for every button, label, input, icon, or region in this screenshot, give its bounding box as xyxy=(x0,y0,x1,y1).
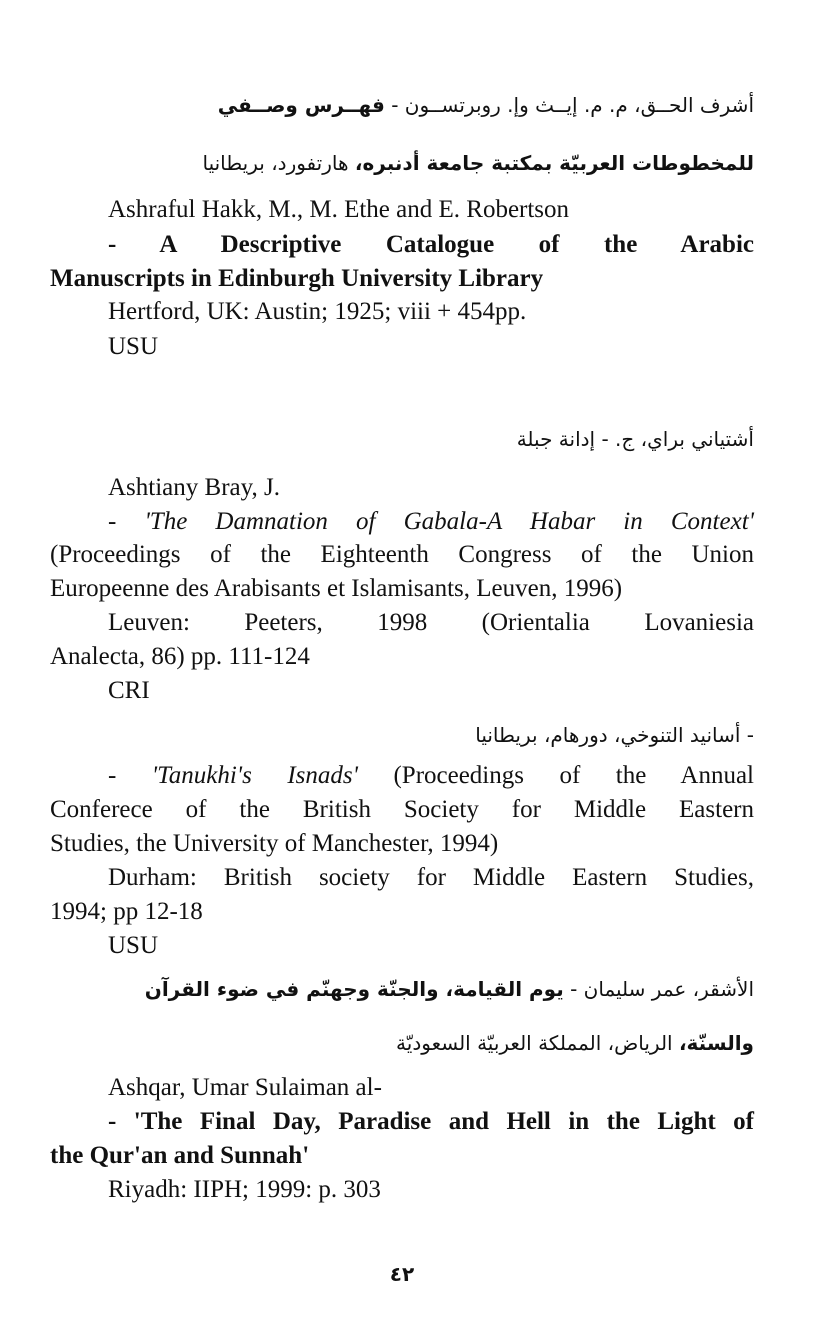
entry1-imprint: Hertford, UK: Austin; 1925; viii + 454pp. xyxy=(108,298,527,325)
entry3-arabic-heading xyxy=(145,972,754,1006)
entry1-author: Ashraful Hakk, M., M. Ethe and E. Robertson xyxy=(108,196,570,223)
document-page xyxy=(50,0,754,1327)
entry2-imprint-line2: Analecta, 86) pp. 111-124 xyxy=(50,643,310,670)
entry2-author: Ashtiany Bray, J. xyxy=(108,474,280,501)
entry1-arabic-title-a: فهــرس وصــفي xyxy=(217,93,385,117)
entry1-code: USU xyxy=(108,333,159,360)
entry2-sub-title-line xyxy=(50,759,754,793)
entry2-sub-desc-line3: Studies, the University of Manchester, 1994) xyxy=(50,830,499,857)
entry3-arabic-subheading xyxy=(396,1026,754,1060)
entry3-author: Ashqar, Umar Sulaiman al- xyxy=(108,1074,382,1101)
entry2-sub-arabic: - أسانيد التنوخي، دورهام، بريطانيا xyxy=(475,723,754,747)
entry3-title-line1: - 'The Final Day, Paradise and Hell in the Light of xyxy=(108,1108,754,1135)
entry3-title-line2: the Qur'an and Sunnah' xyxy=(50,1142,310,1169)
entry2-sub-desc-line1: (Proceedings of the Annual xyxy=(393,762,754,789)
entry2-sub-imprint-line1: Durham: British society for Middle Eastern Studies, xyxy=(108,864,754,891)
entry1-title-line1: - A Descriptive Catalogue of the Arabic xyxy=(108,231,754,258)
entry1-title-line2: Manuscripts in Edinburgh University Library xyxy=(50,265,544,292)
entry2-sub-desc-line2: Conferece of the British Society for Middle Eastern xyxy=(50,796,754,823)
page-number: ٤٢ xyxy=(389,1262,415,1286)
entry2-desc-line1: (Proceedings of the Eighteenth Congress of the Union xyxy=(50,541,754,568)
entry2-code: CRI xyxy=(108,677,150,704)
entry1-arabic-heading xyxy=(218,88,754,122)
entry2-sub-title: - 'Tanukhi's Isnads' xyxy=(108,762,358,789)
entry1-arabic-author: أشرف الحــق، م. م. إيــث وإ. روبرتســون - xyxy=(391,93,754,117)
entry1-arabic-subheading xyxy=(202,146,754,180)
entry1-arabic-title-b: للمخطوطات العربيّة بمكتبة جامعة أدنبره، xyxy=(354,151,754,175)
entry3-arabic-imprint: الرياض، المملكة العربيّة السعوديّة xyxy=(396,1031,673,1055)
entry2-title: - 'The Damnation of Gabala-A Habar in Context' xyxy=(108,508,754,535)
entry2-arabic-heading: أشتياني براي، ج. - إدانة جبلة xyxy=(516,427,754,451)
entry3-arabic-title-a: يوم القيامة، والجنّة وجهنّم في ضوء القرآن xyxy=(144,977,564,1001)
entry2-imprint-line1: Leuven: Peeters, 1998 (Orientalia Lovaniesia xyxy=(108,609,754,636)
entry2-sub-code: USU xyxy=(108,932,159,959)
entry3-arabic-title-b: والسنّة، xyxy=(678,1031,754,1055)
entry2-sub-imprint-line2: 1994; pp 12-18 xyxy=(50,898,203,925)
entry3-imprint: Riyadh: IIPH; 1999: p. 303 xyxy=(108,1176,381,1203)
entry3-arabic-author: الأشقر، عمر سليمان - xyxy=(570,977,754,1001)
entry1-arabic-imprint: هارتفورد، بريطانيا xyxy=(202,151,349,175)
entry2-desc-line2: Europeenne des Arabisants et Islamisants, Leuven, 1996) xyxy=(50,575,623,602)
